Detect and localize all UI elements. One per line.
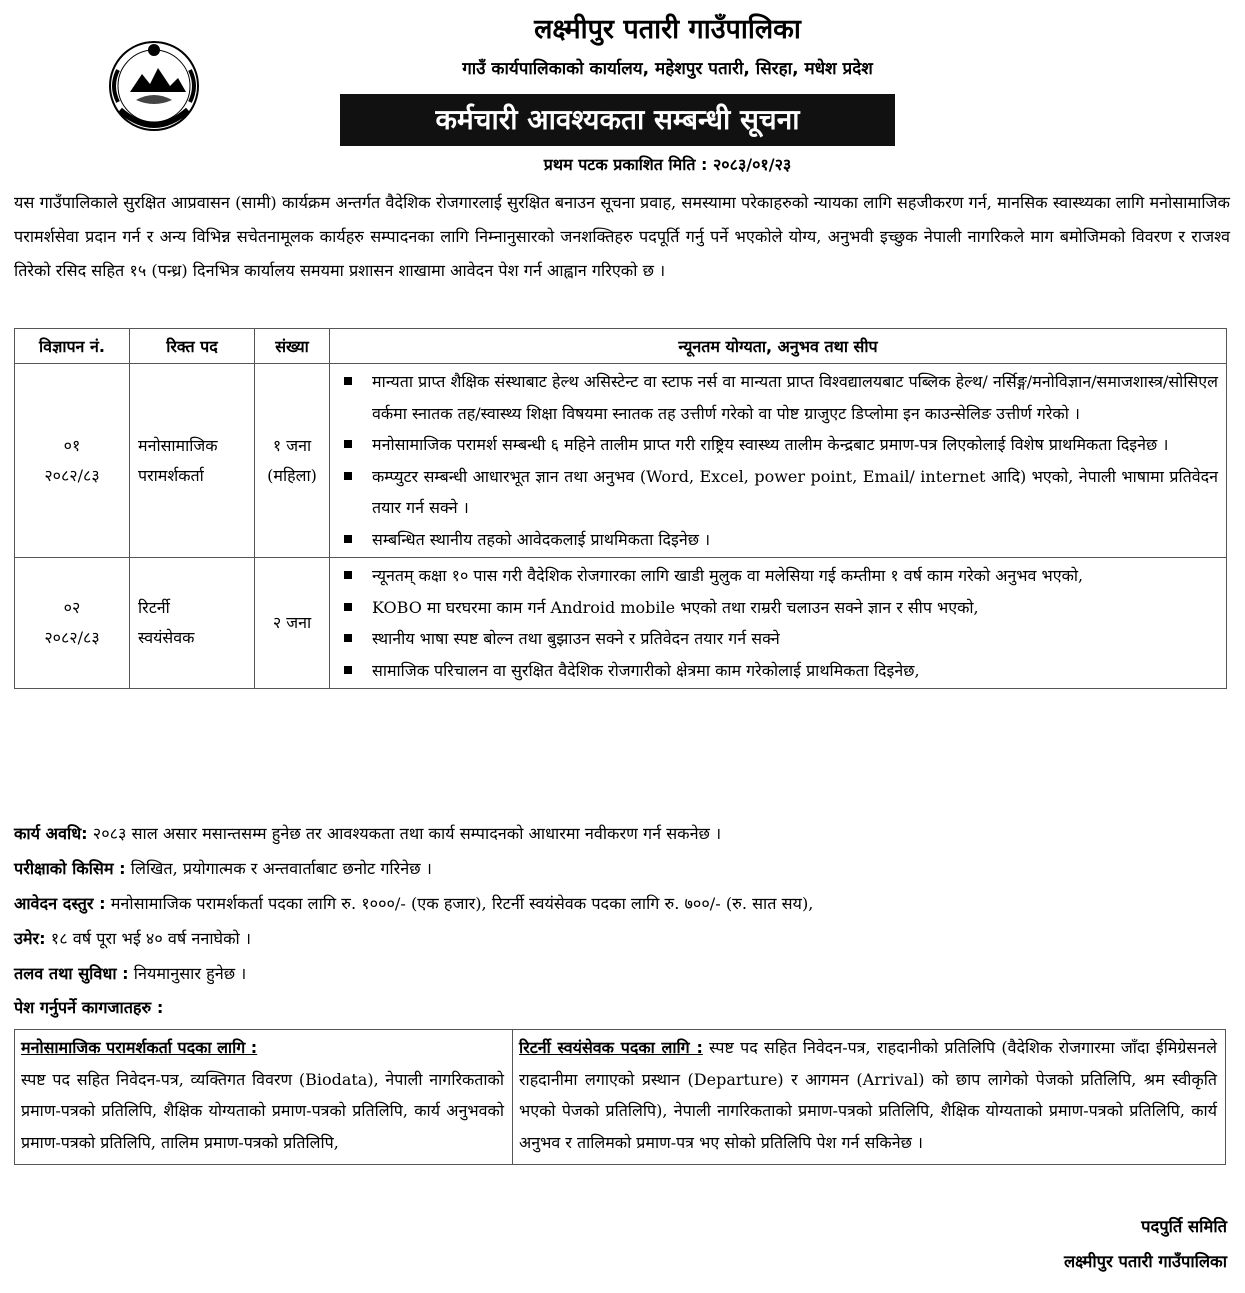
counselor-docs-heading: मनोसामाजिक परामर्शकर्ता पदका लागि : [21, 1038, 258, 1057]
documents-heading [14, 994, 1230, 1022]
duration-text: २०८३ साल असार मसान्तसम्म हुनेछ तर आवश्यकता तथा कार्य सम्पादनको आधारमा नवीकरण गर्न सकनेछ । [87, 824, 722, 843]
requirement-item: मान्यता प्राप्त शैक्षिक संस्थाबाट हेल्थ असिस्टेन्ट वा स्टाफ नर्स वा मान्यता प्राप्त विश्वद्यालयबाट पब्लिक हेल्थ/ नर्सिङ्ग/मनोविज्ञान/समाजशास्त्र/सोसिएल वर्कमा स्नातक तह/स्वास्थ्य शिक्षा विषयमा स्नातक तह उत्तीर्ण गरेको वा पोष्ट ग्राजुएट डिप्लोमा इन काउन्सेलिङ उत्तीर्ण गरेको । [334, 366, 1218, 429]
post-name: रिटर्नी [138, 598, 170, 617]
ad-number-cell [15, 364, 130, 558]
requirement-item: सम्बन्धित स्थानीय तहको आवेदकलाई प्राथमिकता दिइनेछ । [334, 524, 1218, 556]
post-name: स्वयंसेवक [138, 628, 195, 647]
fee-label: आवेदन दस्तुर : [14, 894, 106, 913]
application-fee [14, 890, 1230, 918]
table-row [15, 558, 1227, 689]
exam-label: परीक्षाको किसिम : [14, 859, 126, 878]
salary-benefits [14, 960, 1230, 988]
government-emblem-icon [100, 30, 208, 138]
municipality-title: लक्ष्मीपुर पतारी गाउँपालिका [534, 14, 801, 45]
post-name: परामर्शकर्ता [138, 465, 204, 485]
requirement-item: स्थानीय भाषा स्पष्ट बोल्न तथा बुझाउन सक्ने र प्रतिवेदन तयार गर्न सक्ने [334, 623, 1218, 655]
notice-title-banner: कर्मचारी आवश्यकता सम्बन्धी सूचना [340, 94, 895, 146]
volunteer-docs-cell [513, 1030, 1226, 1165]
ad-number: ०२ [63, 598, 81, 617]
count-cell [255, 558, 330, 689]
count-cell [255, 364, 330, 558]
intro-paragraph: यस गाउँपालिकाले सुरक्षित आप्रवासन (सामी) कार्यक्रम अन्तर्गत वैदेशिक रोजगारलाई सुरक्षित बनाउन सूचना प्रवाह, समस्यामा परेकाहरुको न्यायका लागि सहजीकरण गर्न, मानसिक स्वास्थ्यका लागि मनोसामाजिक परामर्शसेवा प्रदान गर्न र अन्य विभिन्न सचेतनामूलक कार्यहरु सम्पादनका लागि निम्नानुसारको जनशक्तिहरु पदपूर्ति गर्नु पर्ने भएकोले योग्य, अनुभवी इच्छुक नेपाली नागरिकले माग बमोजिमको विवरण र राजश्व तिरेको रसिद सहित १५ (पन्ध्र) दिनभित्र कार्यालय समयमा प्रशासन शाखामा आवेदन पेश गर्न आह्वान गरिएको छ । [14, 193, 1230, 280]
duration-label: कार्य अवधि: [14, 824, 88, 843]
requirements-cell [330, 364, 1227, 558]
requirements-cell [330, 558, 1227, 689]
age-limit [14, 925, 1230, 953]
header-qualification: न्यूनतम योग्यता, अनुभव तथा सीप [330, 329, 1227, 364]
publish-date: प्रथम पटक प्रकाशित मिति : २०८३/०१/२३ [543, 155, 792, 174]
post-cell [130, 558, 255, 689]
ad-number-cell [15, 558, 130, 689]
counselor-docs-text: स्पष्ट पद सहित निवेदन-पत्र, व्यक्तिगत विवरण (Biodata), नेपाली नागरिकताको प्रमाण-पत्रको प्रतिलिपि, शैक्षिक योग्यताको प्रमाण-पत्रको प्रतिलिपि, कार्य अनुभवको प्रमाण-पत्रको प्रतिलिपि, तालिम प्रमाण-पत्रको प्रतिलिपि, [21, 1069, 504, 1152]
count-note: (महिला) [267, 465, 317, 485]
documents-table [14, 1029, 1226, 1165]
post-cell [130, 364, 255, 558]
signature-municipality: लक्ष्मीपुर पतारी गाउँपालिका [1063, 1252, 1227, 1271]
ad-year: २०८२/८३ [44, 465, 100, 485]
volunteer-docs-text: स्पष्ट पद सहित निवेदन-पत्र, राहदानीको प्रतिलिपि (वैदेशिक रोजगारमा जाँदा ईमिग्रेसनले राहदानीमा लगाएको प्रस्थान (Departure) र आगमन (Arrival) को छाप लागेको पेजको प्रतिलिपि, श्रम स्वीकृति भएको पेजको प्रतिलिपि), नेपाली नागरिकताको प्रमाण-पत्रको प्रतिलिपि, शैक्षिक योग्यताको प्रमाण-पत्रको प्रतिलिपि, कार्य अनुभव र तालिमको प्रमाण-पत्र भए सोको प्रतिलिपि पेश गर्न सकिनेछ । [519, 1038, 1217, 1152]
header-post: रिक्त पद [130, 329, 255, 364]
requirement-item: KOBO मा घरघरमा काम गर्न Android mobile भएको तथा राम्ररी चलाउन सक्ने ज्ञान र सीप भएको, [334, 592, 1218, 624]
requirement-item: मनोसामाजिक परामर्श सम्बन्धी ६ महिने तालीम प्राप्त गरी राष्ट्रिय स्वास्थ्य तालीम केन्द्रबाट प्रमाण-पत्र लिएकोलाई विशेष प्राथमिकता दिइनेछ । [334, 429, 1218, 461]
office-address: गाउँ कार्यपालिकाको कार्यालय, महेशपुर पतारी, सिरहा, मधेश प्रदेश [462, 59, 873, 79]
age-label: उमेर: [14, 929, 46, 948]
table-row [15, 1030, 1226, 1165]
age-text: १८ वर्ष पूरा भई ४० वर्ष ननाघेको । [45, 929, 252, 948]
signature-committee: पदपुर्ति समिति [1141, 1217, 1227, 1236]
ad-number: ०१ [63, 435, 81, 455]
table-row [15, 364, 1227, 558]
vacancy-table [14, 328, 1227, 689]
count: २ जना [272, 613, 312, 632]
docs-label: पेश गर्नुपर्ने कागजातहरु : [14, 998, 164, 1017]
requirement-item: न्यूनतम् कक्षा १० पास गरी वैदेशिक रोजगारका लागि खाडी मुलुक वा मलेसिया गई कम्तीमा १ वर्ष काम गरेको अनुभव भएको, [334, 560, 1218, 592]
requirement-item: सामाजिक परिचालन वा सुरक्षित वैदेशिक रोजगारीको क्षेत्रमा काम गरेकोलाई प्राथमिकता दिइनेछ, [334, 655, 1218, 687]
volunteer-docs-heading: रिटर्नी स्वयंसेवक पदका लागि : [519, 1038, 703, 1057]
ad-year: २०८२/८३ [44, 628, 100, 647]
table-header-row [15, 329, 1227, 364]
requirement-item: कम्प्युटर सम्बन्धी आधारभूत ज्ञान तथा अनुभव (Word, Excel, power point, Email/ internet आदि) भएको, नेपाली भाषामा प्रतिवेदन तयार गर्न सक्ने । [334, 461, 1218, 524]
post-name: मनोसामाजिक [138, 435, 218, 455]
salary-label: तलव तथा सुविधा : [14, 964, 129, 983]
exam-type [14, 855, 1230, 883]
fee-text: मनोसामाजिक परामर्शकर्ता पदका लागि रु. १०००/- (एक हजार), रिटर्नी स्वयंसेवक पदका लागि रु. ७००/- (रु. सात सय), [105, 894, 814, 913]
work-duration [14, 820, 1230, 848]
exam-text: लिखित, प्रयोगात्मक र अन्तवार्ताबाट छनोट गरिनेछ । [125, 859, 432, 878]
counselor-docs-cell [15, 1030, 513, 1165]
header-ad-no: विज्ञापन नं. [15, 329, 130, 364]
header-count: संख्या [255, 329, 330, 364]
count: १ जना [272, 435, 312, 455]
salary-text: नियमानुसार हुनेछ । [128, 964, 247, 983]
